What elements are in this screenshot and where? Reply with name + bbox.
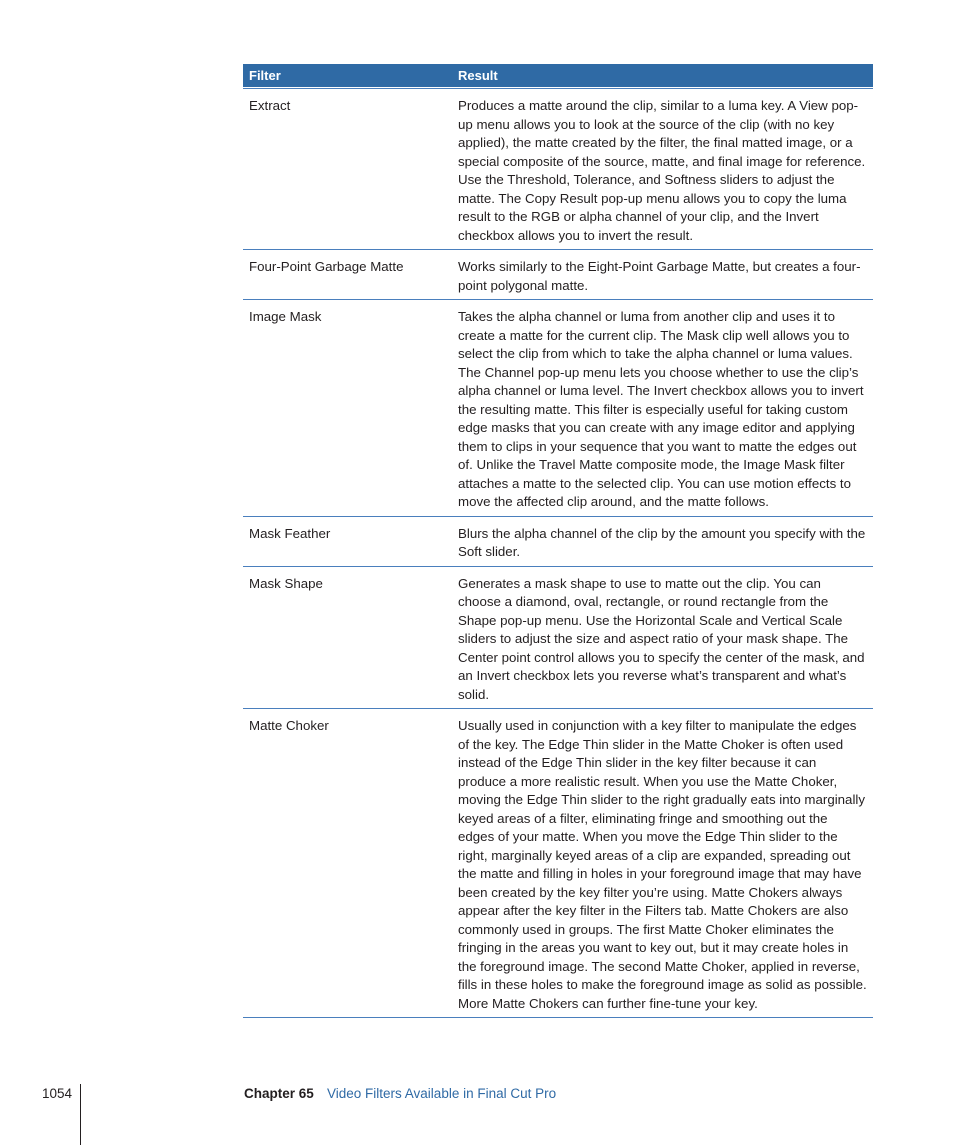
filter-name: Matte Choker [249,718,329,733]
table-row [243,517,873,567]
filter-result: Blurs the alpha channel of the clip by the amount you specify with the Soft slider. [458,525,866,559]
table-row [243,250,873,300]
chapter-label: Chapter 65 [244,1086,314,1101]
header-filter: Filter [249,68,281,83]
table-row [243,300,873,517]
filter-result: Produces a matte around the clip, similar to a luma key. A View pop-up menu allows you to look at the source of the clip (with no key applied), the matte created by the filter, the final matted image, or a special composite of the source, matte, and final image for reference. Use the Threshold, Tolerance, and Softness sliders to adjust the matte. The Copy Result pop-up menu allows you to copy the luma result to the RGB or alpha channel of your clip, and the Invert checkbox allows you to invert the result. [458,98,866,243]
filter-result: Works similarly to the Eight-Point Garbage Matte, but creates a four-point polygonal matte. [458,259,861,293]
filter-name: Image Mask [249,309,322,324]
header-result: Result [458,68,498,83]
table-header [243,64,873,87]
filter-name: Extract [249,98,291,113]
filters-table [243,64,873,1018]
filter-name: Mask Feather [249,525,331,541]
filter-name: Four-Point Garbage Matte [249,259,404,274]
filter-result: Usually used in conjunction with a key filter to manipulate the edges of the key. The Edge Thin slider in the Matte Choker is often used instead of the Edge Thin slider in the key filter because it can produce a more realistic result. When you use the Matte Choker, moving the Edge Thin slider to the right gradually eats into marginally keyed areas of a filter, eliminating fringe and smoothing out the edges of your matte. When you move the Edge Thin slider to the right, marginally keyed areas of a clip are expanded, spreading out the matte and filling in holes in your foreground image that may have been created by the key filter you’re using. Matte Chokers always appear after the key filter in the Filters tab. Matte Chokers are also commonly used in groups. The first Matte Choker eliminates the fringing in the areas you want to key out, but it may create holes in the foreground image. The second Matte Choker, applied in reverse, fills in these holes to make the foreground image as solid as possible. More Matte Chokers can further fine-tune your key. [458,718,867,1011]
filter-name: Mask Shape [249,575,323,591]
filter-result: Takes the alpha channel or luma from another clip and uses it to create a matte for the current clip. The Mask clip well allows you to select the clip from which to take the alpha channel or luma values. The Channel pop-up menu lets you choose whether to use the clip’s alpha channel or luma level. The Invert checkbox allows you to invert the resulting matte. This filter is especially useful for taking custom edge masks that you can create with any image editor and applying them to clips in your sequence that you want to matte the edges out of. Unlike the Travel Matte composite mode, the Image Mask filter attaches a matte to the selected clip. You can use motion effects to move the affected clip around, and the matte follows. [458,309,864,509]
page-number: 1054 [42,1086,73,1101]
table-row [243,709,873,1018]
table-row [243,567,873,710]
filter-result: Generates a mask shape to use to matte out the clip. You can choose a diamond, oval, rectangle, or round rectangle from the Shape pop-up menu. Use the Horizontal Scale and Vertical Scale sliders to adjust the size and aspect ratio of your mask shape. The Center point control allows you to specify the center of the mask, and an Invert checkbox lets you reverse what’s transparent and what’s solid. [458,575,865,702]
table-row [243,89,873,250]
chapter-title: Video Filters Available in Final Cut Pro [327,1086,557,1101]
page-footer [0,1086,954,1106]
